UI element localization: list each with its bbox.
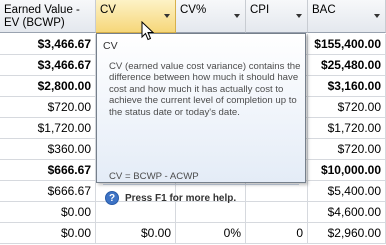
cell-bac[interactable]: $4,600.00 <box>308 202 386 223</box>
mouse-cursor-icon <box>141 21 155 41</box>
column-header-earned-value[interactable] <box>0 0 96 33</box>
help-text: Press F1 for more help. <box>125 193 237 204</box>
cell-bac[interactable]: $1,720.00 <box>308 118 386 139</box>
cell-earned-value[interactable]: $666.67 <box>0 160 96 181</box>
column-header-cv[interactable] <box>96 0 176 33</box>
table-row[interactable] <box>0 223 386 244</box>
tooltip-help-link[interactable] <box>105 191 236 209</box>
cv-tooltip <box>96 33 306 205</box>
cell-cv-percent[interactable]: 0% <box>176 223 246 244</box>
column-header-label: CV% <box>180 4 207 16</box>
cell-bac[interactable]: $2,960.00 <box>308 223 386 244</box>
tooltip-divider <box>103 184 299 185</box>
cell-earned-value[interactable]: $360.00 <box>0 139 96 160</box>
cell-bac[interactable]: $3,160.00 <box>308 76 386 97</box>
cell-bac[interactable]: $5,400.00 <box>308 181 386 202</box>
cell-earned-value[interactable]: $0.00 <box>0 202 96 223</box>
dropdown-arrow-icon[interactable] <box>234 14 240 18</box>
cell-earned-value[interactable]: $0.00 <box>0 223 96 244</box>
tooltip-formula: CV = BCWP - ACWP <box>109 171 199 182</box>
cell-bac[interactable]: $720.00 <box>308 97 386 118</box>
column-header-label: CV <box>100 4 116 16</box>
tooltip-description: CV (earned value cost variance) contains the difference between how much it should have cost and how much it has actually cost to achieve the current level of completion up to the status date or today's date. <box>109 61 301 118</box>
cell-earned-value[interactable]: $3,466.67 <box>0 55 96 76</box>
cell-earned-value[interactable]: $1,720.00 <box>0 118 96 139</box>
dropdown-arrow-icon[interactable] <box>164 14 170 18</box>
cell-earned-value[interactable]: $720.00 <box>0 97 96 118</box>
column-header-label: Earned Value - EV (BCWP) <box>4 4 80 29</box>
cell-earned-value[interactable]: $666.67 <box>0 181 96 202</box>
column-header-bac[interactable] <box>308 0 386 33</box>
cell-cv[interactable]: $0.00 <box>96 223 176 244</box>
column-header-label: CPI <box>250 4 270 16</box>
help-icon: ? <box>105 191 119 205</box>
column-header-cv-percent[interactable] <box>176 0 246 33</box>
cell-bac[interactable]: $25,480.00 <box>308 55 386 76</box>
cell-cpi[interactable] <box>246 202 308 223</box>
tooltip-title: CV <box>103 40 118 52</box>
cell-earned-value[interactable]: $3,466.67 <box>0 34 96 55</box>
column-header-cpi[interactable] <box>246 0 308 33</box>
cell-bac[interactable]: $10,000.00 <box>308 160 386 181</box>
dropdown-arrow-icon[interactable] <box>374 14 380 18</box>
cell-cpi[interactable]: 0 <box>246 223 308 244</box>
dropdown-arrow-icon[interactable] <box>296 14 302 18</box>
cell-bac[interactable]: $155,400.00 <box>308 34 386 55</box>
column-header-label: BAC <box>312 4 336 16</box>
cell-earned-value[interactable]: $2,800.00 <box>0 76 96 97</box>
cell-bac[interactable]: $720.00 <box>308 139 386 160</box>
